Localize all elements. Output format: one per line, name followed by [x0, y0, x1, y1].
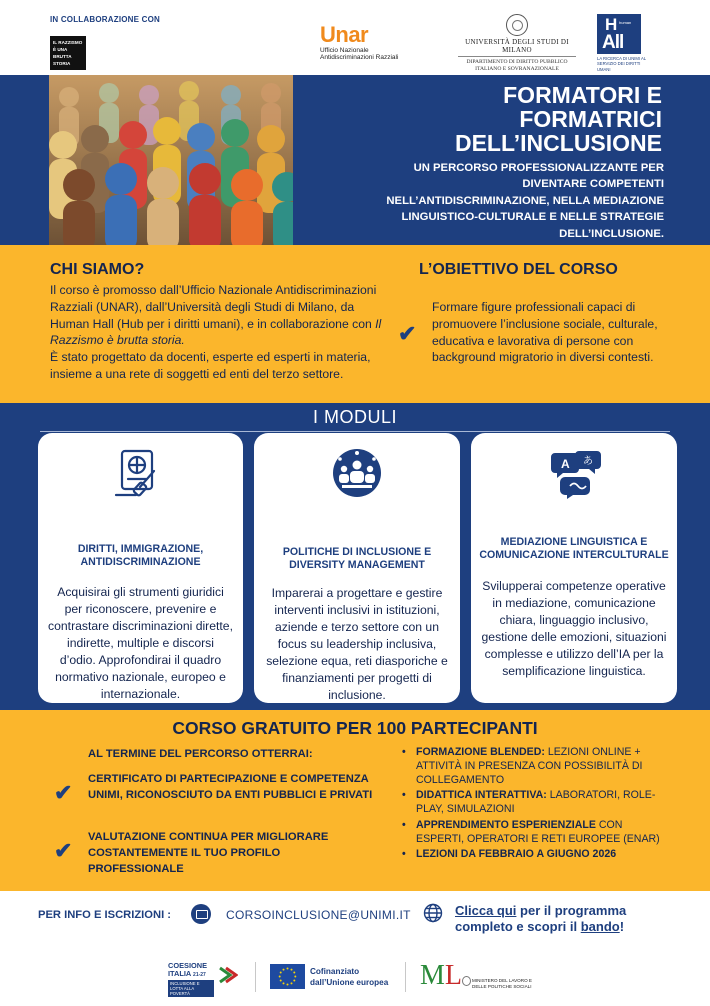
svg-text:あ: あ	[583, 456, 593, 467]
wooden-figures-photo	[49, 75, 293, 245]
free-course-heading: CORSO GRATUITO PER 100 PARTECIPANTI	[172, 718, 538, 738]
language-translation-icon	[471, 447, 677, 499]
check-icon: ✔	[54, 780, 73, 805]
course-details-section	[0, 710, 710, 891]
obiettivo-text: Formare figure professionali capaci di promuovere l’inclusione sociale, culturale, educativa e lavorativa di persone con background migratorio in diversi contesti.	[432, 300, 658, 365]
info-label: PER INFO E ISCRIZIONI :	[38, 909, 172, 921]
wooden-figures-illustration	[49, 75, 293, 245]
module-card-description: Imparerai a progettare e gestire interventi inclusivi in istituzioni, aziende e terzo settore con un focus su leadership inclusiva, selezione equa, reti diasporiche e finanziamenti per progetti di inclusione.	[266, 586, 448, 703]
contact-email-link[interactable]: CORSOINCLUSIONE@UNIMI.IT	[226, 908, 411, 922]
course-features-list	[400, 746, 668, 864]
module-card	[254, 433, 460, 703]
chi-siamo-paragraph: Il corso è promosso dall’Ufficio Nazionale Antidiscriminazioni Razziali (UNAR), dall’Università degli Studi di Milano, da Human Hall (Hub per i diritti umani), e in collaborazione con	[50, 283, 377, 331]
unar-logo-name: Unar	[320, 22, 369, 47]
human-hall-mark: H human All	[597, 14, 641, 54]
modules-section	[0, 403, 710, 710]
about-section	[0, 245, 710, 403]
mail-icon	[191, 904, 211, 924]
modules-heading: I MODULI	[312, 407, 397, 427]
course-feature: • FORMAZIONE BLENDED: LEZIONI ONLINE + ATTIVITÀ IN PRESENZA CON POSSIBILITÀ DI COLLEGAMENTO	[400, 746, 668, 787]
razzismo-brutta-storia-logo: IL RAZZISMO È UNA BRUTTA STORIA	[50, 36, 86, 70]
eu-cofunded-text: Cofinanziato dall’Unione europea	[310, 967, 389, 987]
footer-logos	[0, 950, 710, 1006]
italian-emblem-icon	[462, 976, 471, 986]
course-title	[455, 83, 662, 155]
course-feature: • APPRENDIMENTO ESPERIENZIALE CON ESPERTI, OPERATORI E RETI EUROPEE (ENAR)	[400, 819, 668, 847]
module-card	[38, 433, 243, 703]
modules-divider	[40, 431, 670, 432]
bando-link[interactable]: bando	[580, 919, 620, 935]
outcome-item: VALUTAZIONE CONTINUA PER MIGLIORARE COSTANTEMENTE IL TUO PROFILO PROFESSIONALE	[88, 831, 329, 876]
module-card-title: MEDIAZIONE LINGUISTICA E COMUNICAZIONE INTERCULTURALE	[479, 536, 669, 561]
chi-siamo-heading: CHI SIAMO?	[50, 261, 145, 278]
module-card	[471, 433, 677, 703]
globe-icon	[423, 903, 443, 923]
outcome-item: CERTIFICATO DI PARTECIPAZIONE E COMPETENZA UNIMI, RICONOSCIUTO DA ENTI PUBBLICI E PRIVATI	[88, 773, 373, 802]
obiettivo-heading: L’OBIETTIVO DEL CORSO	[419, 261, 618, 278]
check-icon: ✔	[398, 321, 417, 346]
program-link[interactable]: Clicca qui	[455, 903, 517, 918]
human-hall-tagline: LA RICERCA DI UNIMI AL SERVIZIO DEI DIRITTI UMANI	[597, 56, 646, 72]
hero-banner	[0, 75, 710, 245]
footer-divider	[255, 962, 256, 992]
program-info-text: Clicca qui per il programma completo e scopri il bando!	[455, 903, 627, 935]
check-icon: ✔	[54, 838, 73, 863]
chi-siamo-text	[50, 282, 390, 383]
course-feature: • DIDATTICA INTERATTIVA: LABORATORI, ROLE-PLAY, SIMULAZIONI	[400, 789, 668, 817]
module-card-description: Svilupperai competenze operative in mediazione, comunicazione chiara, linguaggio inclusivo, gestione delle emozioni, situazioni complesse e utilizzo dell’IA per la semplificazione linguistica.	[481, 579, 667, 679]
unar-logo	[320, 24, 398, 62]
eu-flag-icon	[270, 964, 305, 989]
footer-divider	[405, 962, 406, 992]
module-card-title: POLITICHE DI INCLUSIONE E DIVERSITY MANAGEMENT	[282, 546, 432, 571]
coesione-arrow-icon	[218, 964, 238, 986]
course-title-line: FORMATORI E	[503, 82, 662, 108]
coesione-logo-title: COESIONE ITALIA 21-27	[168, 961, 208, 978]
coesione-italia-logo	[168, 962, 238, 997]
collaboration-label: IN COLLABORAZIONE CON	[50, 15, 160, 24]
course-feature: • LEZIONI DA FEBBRAIO A GIUGNO 2026	[400, 848, 668, 862]
course-title-line: FORMATRICI	[519, 106, 662, 133]
passport-stamp-icon	[38, 447, 243, 499]
coesione-logo-subtitle: INCLUSIONE E LOTTA ALLA POVERTÀ	[168, 980, 214, 997]
course-subtitle: UN PERCORSO PROFESSIONALIZZANTE PER DIVENTARE COMPETENTI NELL’ANTIDISCRIMINAZIONE, NELLA MEDIAZIONE LINGUISTICO-CULTURALE E NELLE STRATEGIE DELL’INCLUSIONE.	[386, 162, 664, 240]
unimi-logo-department: DIPARTIMENTO DI DIRITTO PUBBLICO ITALIANO E SOVRANAZIONALE	[466, 59, 568, 72]
module-card-title: DIRITTI, IMMIGRAZIONE, ANTIDISCRIMINAZIONE	[77, 543, 204, 568]
svg-text:A: A	[561, 457, 570, 471]
course-title-line: DELL’INCLUSIONE	[454, 130, 662, 157]
module-card-description: Acquisirai gli strumenti giuridici per riconoscere, prevenire e contrastare discriminazioni dirette, indirette, multiple e discorsi d’odio. Approfondirai il quadro normativo nazionale, europeo e internazionale.	[48, 585, 233, 702]
human-hall-logo	[597, 14, 647, 72]
unimi-seal-icon	[506, 14, 528, 36]
header	[0, 0, 710, 75]
inclusion-group-icon	[254, 447, 460, 499]
unimi-logo-rule	[458, 56, 576, 57]
ministero-name: MINISTERO DEL LAVORO E DELLE POLITICHE SOCIALI	[472, 978, 532, 989]
chi-siamo-paragraph: È stato progettato da docenti, esperte ed esperti in materia, insieme a una rete di soggetti ed enti del terzo settore.	[50, 350, 371, 382]
outcomes-heading: AL TERMINE DEL PERCORSO OTTERRAI:	[88, 748, 313, 760]
info-bar	[0, 891, 710, 950]
unimi-logo-name: UNIVERSITÀ DEGLI STUDI DI MILANO	[465, 38, 569, 54]
razzismo-campaign-name: Il Razzismo è brutta storia.	[50, 316, 382, 348]
unar-logo-subtitle: Ufficio Nazionale Antidiscriminazioni Razziali	[320, 47, 399, 62]
ministero-monogram: ML	[420, 960, 463, 991]
unimi-logo	[452, 14, 582, 72]
